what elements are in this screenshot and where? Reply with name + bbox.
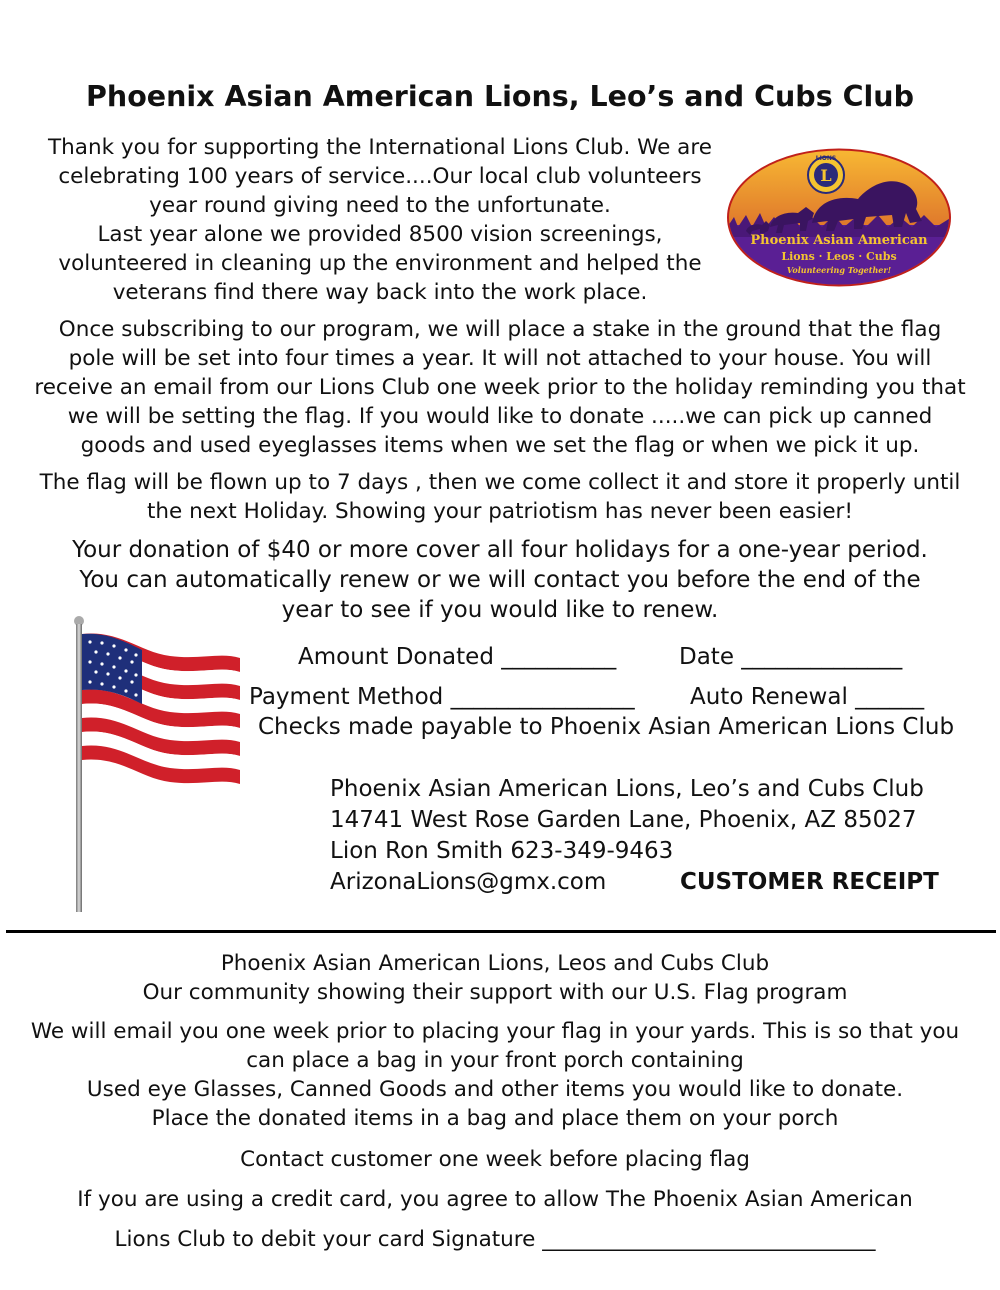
logo-line1: Phoenix Asian American	[750, 233, 928, 248]
address-contact-person: Lion Ron Smith 623-349-9463	[330, 838, 674, 864]
customer-receipt-label: CUSTOMER RECEIPT	[680, 869, 939, 895]
program-line: pole will be set into four times a year. It will not attached to your house. You will	[68, 346, 932, 371]
program-paragraph	[0, 315, 1000, 460]
email-line: Used eye Glasses, Canned Goods and other items you would like to donate.	[86, 1077, 904, 1102]
flag-line: The flag will be flown up to 7 days , then we come collect it and store it properly until	[39, 470, 961, 495]
date-field[interactable]: Date ______________	[679, 644, 903, 670]
signature-field[interactable]: Lions Club to debit your card Signature _______________________________	[114, 1227, 876, 1252]
address-street: 14741 West Rose Garden Lane, Phoenix, AZ 85027	[330, 807, 917, 833]
bottom-club-name: Phoenix Asian American Lions, Leos and Cubs Club	[220, 951, 770, 976]
page-title: Phoenix Asian American Lions, Leo’s and Cubs Club	[86, 80, 914, 113]
intro-paragraph	[20, 133, 740, 307]
intro-line: celebrating 100 years of service....Our local club volunteers	[58, 164, 702, 189]
donation-line: year to see if you would like to renew.	[281, 597, 719, 623]
flag-paragraph	[0, 468, 1000, 526]
program-line: we will be setting the flag. If you would like to donate .....we can pick up canned	[67, 404, 933, 429]
bottom-header	[0, 949, 990, 1007]
program-line: receive an email from our Lions Club one week prior to the holiday reminding you that	[34, 375, 966, 400]
address-email: ArizonaLions@gmx.com	[330, 869, 607, 895]
intro-line: volunteered in cleaning up the environment and helped the	[58, 251, 702, 276]
checks-payable-note: Checks made payable to Phoenix Asian American Lions Club	[258, 714, 955, 740]
intro-line: Thank you for supporting the International Lions Club. We are	[48, 135, 712, 160]
american-flag-image	[60, 612, 250, 917]
program-line: goods and used eyeglasses items when we set the flag or when we pick it up.	[80, 433, 920, 458]
intro-line: Last year alone we provided 8500 vision screenings,	[97, 222, 663, 247]
logo-top-text: LIONS	[815, 155, 837, 162]
amount-donated-field[interactable]: Amount Donated __________	[298, 644, 617, 670]
logo-line3: Volunteering Together!	[786, 265, 892, 275]
contact-note: Contact customer one week before placing flag	[240, 1147, 750, 1172]
credit-card-note: If you are using a credit card, you agree to allow The Phoenix Asian American	[77, 1187, 913, 1212]
email-line: We will email you one week prior to placing your flag in your yards. This is so that you	[30, 1019, 960, 1044]
email-line: Place the donated items in a bag and place them on your porch	[151, 1106, 839, 1131]
auto-renewal-field[interactable]: Auto Renewal ______	[690, 684, 925, 710]
donation-line: Your donation of $40 or more cover all four holidays for a one-year period.	[72, 537, 928, 563]
address-club-name: Phoenix Asian American Lions, Leo’s and Cubs Club	[330, 776, 924, 802]
program-line: Once subscribing to our program, we will place a stake in the ground that the flag	[58, 317, 942, 342]
logo-emblem-letter: L	[820, 166, 832, 185]
email-line: can place a bag in your front porch containing	[246, 1048, 744, 1073]
email-paragraph	[0, 1017, 990, 1133]
intro-line: veterans find there way back into the work place.	[112, 280, 648, 305]
bottom-program-line: Our community showing their support with our U.S. Flag program	[142, 980, 848, 1005]
flag-line: the next Holiday. Showing your patriotism has never been easier!	[146, 499, 853, 524]
logo-line2: Lions · Leos · Cubs	[781, 250, 897, 263]
section-divider	[6, 930, 996, 933]
intro-line: year round giving need to the unfortunate.	[149, 193, 611, 218]
payment-method-field[interactable]: Payment Method ________________	[249, 684, 635, 710]
lions-club-logo	[726, 147, 952, 288]
donation-line: You can automatically renew or we will contact you before the end of the	[79, 567, 921, 593]
